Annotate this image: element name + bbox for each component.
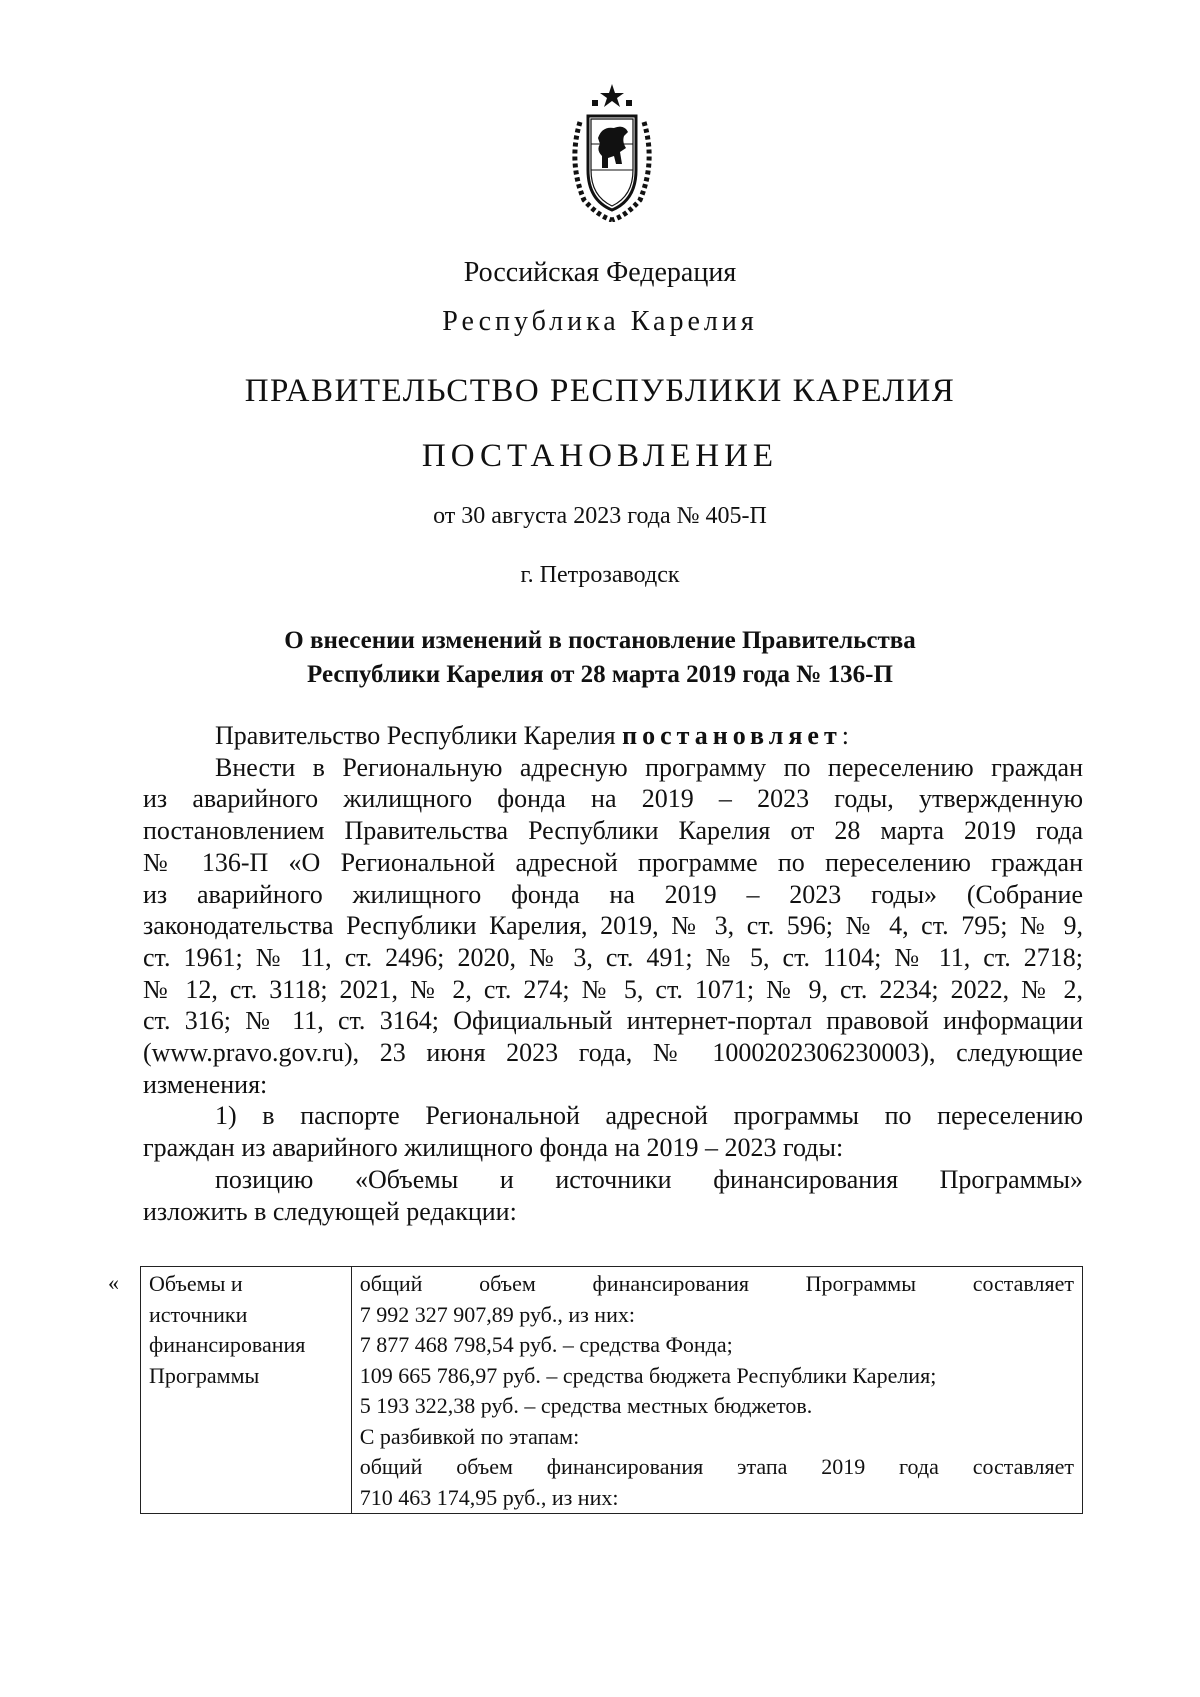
table-row — [141, 1267, 1083, 1514]
date-and-number: от 30 августа 2023 года № 405-П — [433, 503, 767, 529]
item-2-line-1: позицию «Объемы и источники финансирования Программы» — [215, 1164, 1083, 1194]
value-line: 109 665 786,97 руб. – средства бюджета Республики Карелия; — [359, 1362, 937, 1388]
resolution-body — [143, 720, 1083, 1227]
position-name-cell — [141, 1267, 352, 1514]
intro-emphasis: постановляет — [622, 721, 842, 750]
para-line: № 12, ст. 3118; 2021, № 2, ст. 274; № 5, ст. 1071; № 9, ст. 2234; 2022, № 2, — [143, 974, 1083, 1004]
left-line: Программы — [149, 1362, 260, 1388]
left-line: источники — [149, 1301, 248, 1327]
left-line: Объемы и — [149, 1271, 243, 1296]
financing-table — [140, 1266, 1083, 1514]
republic-name: Республика Карелия — [442, 306, 758, 337]
item-1-line-1: 1) в паспорте Региональной адресной программы по переселению — [215, 1101, 1083, 1131]
para-line: из аварийного жилищного фонда на 2019 – 2023 годы» (Собрание — [143, 879, 1083, 909]
para-line: из аварийного жилищного фонда на 2019 – 2023 годы, утвержденную — [143, 784, 1083, 814]
city: г. Петрозаводск — [520, 562, 680, 588]
para-line: постановлением Правительства Республики Карелия от 28 марта 2019 года — [143, 816, 1083, 846]
title-line-2: Республики Карелия от 28 марта 2019 года № 136-П — [307, 661, 893, 688]
para-line: ст. 1961; № 11, ст. 2496; 2020, № 3, ст. 491; № 5, ст. 1104; № 11, ст. 2718; — [143, 942, 1083, 972]
value-line: 7 877 468 798,54 руб. – средства Фонда; — [359, 1332, 733, 1357]
value-line: С разбивкой по этапам: — [359, 1423, 580, 1449]
value-line: общий объем финансирования Программы составляет — [359, 1271, 1074, 1296]
intro-suffix: : — [841, 721, 849, 750]
para-line: ст. 316; № 11, ст. 3164; Официальный интернет-портал правовой информации — [143, 1006, 1083, 1036]
title-line-1: О внесении изменений в постановление Правительства — [284, 627, 916, 654]
para-line: № 136-П «О Региональной адресной программе по переселению граждан — [143, 847, 1083, 877]
country-name: Российская Федерация — [463, 257, 737, 288]
item-2 — [143, 1164, 1083, 1227]
opening-quote: « — [108, 1270, 119, 1295]
value-line: 5 193 322,38 руб. – средства местных бюджетов. — [359, 1393, 813, 1418]
document-type: ПОСТАНОВЛЕНИЕ — [421, 438, 779, 474]
resolution-title — [0, 624, 1200, 692]
para-line: (www.pravo.gov.ru), 23 июня 2023 года, № 1000202306230003), следующие — [143, 1038, 1083, 1068]
government-title: ПРАВИТЕЛЬСТВО РЕСПУБЛИКИ КАРЕЛИЯ — [244, 373, 956, 409]
value-line: 710 463 174,95 руб., из них: — [359, 1484, 619, 1510]
value-line: общий объем финансирования этапа 2019 года составляет — [359, 1454, 1074, 1479]
para-line: изменения: — [143, 1069, 268, 1099]
para-line: Внести в Региональную адресную программу по переселению граждан — [215, 752, 1083, 782]
para-line: законодательства Республики Карелия, 2019, № 3, ст. 596; № 4, ст. 795; № 9, — [143, 911, 1083, 941]
intro-prefix: Правительство Республики Карелия — [215, 721, 623, 750]
position-value-cell — [351, 1267, 1082, 1514]
item-1-line-2: граждан из аварийного жилищного фонда на 2019 – 2023 годы: — [143, 1133, 844, 1163]
amendment-paragraph — [143, 752, 1083, 1101]
item-1 — [143, 1100, 1083, 1163]
value-line: 7 992 327 907,89 руб., из них: — [359, 1301, 635, 1327]
left-line: финансирования — [149, 1332, 306, 1357]
intro-paragraph — [143, 720, 1083, 752]
coat-of-arms-emblem — [562, 82, 662, 222]
item-2-line-2: изложить в следующей редакции: — [143, 1196, 517, 1226]
